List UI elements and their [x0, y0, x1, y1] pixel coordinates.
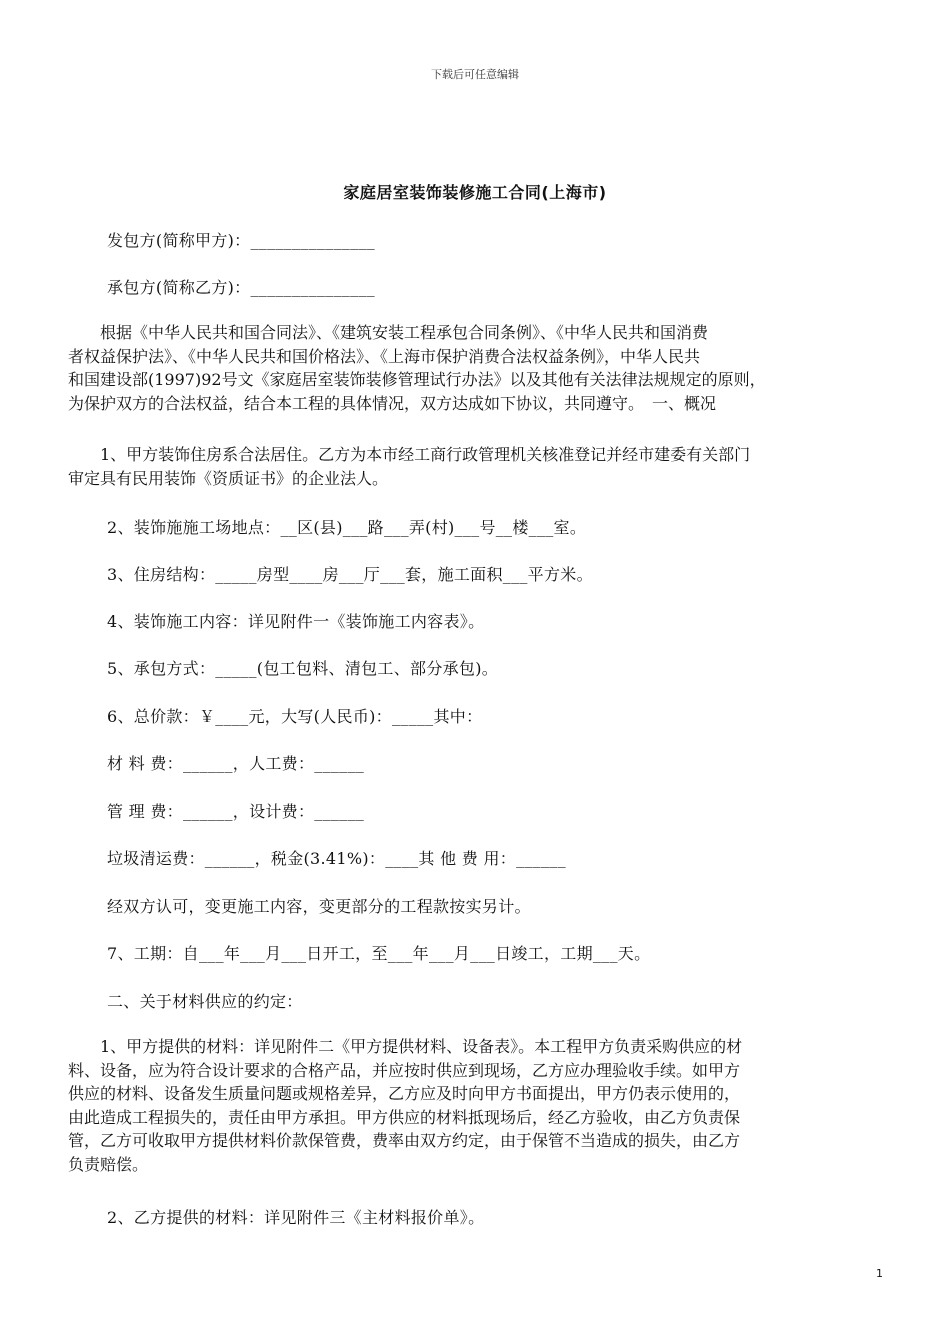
change-note: 经双方认可，变更施工内容，变更部分的工程款按实另计。 [107, 897, 531, 916]
party-b-line: 承包方(简称乙方)：_______________ [107, 278, 375, 297]
clause-2-1: 1、甲方提供的材料：详见附件二《甲方提供材料、设备表》。本工程甲方负责采购供应的材 料、设备，应为符合设计要求的合格产品，并应按时供应到现场，乙方应办理验收手续。如甲方 供应的材料、设备发生质量问题或规格差异，乙方应及时向甲方书面提出，甲方仍表示使用的， 由此造成工程损失的，责任由甲方承担。甲方供应的材料抵现场后，经乙方验收，由乙方负责保 管，乙方可收取甲方提供材料价款保管费，费率由双方约定，由于保管不当造成的损失，由乙方 负责赔偿。 [68, 1037, 743, 1174]
header-note: 下载后可任意编辑 [431, 68, 519, 81]
fee-management-line: 管 理 费：______，设计费：______ [107, 802, 365, 821]
fee-garbage-line: 垃圾清运费：______，税金(3.41%)：____其 他 费 用：______ [107, 849, 566, 868]
clause-1-3: 3、住房结构：_____房型____房___厅___套，施工面积___平方米。 [107, 565, 593, 584]
clause-2-2: 2、乙方提供的材料：详见附件三《主材料报价单》。 [107, 1208, 485, 1227]
page-number: 1 [876, 1267, 883, 1280]
section-2-heading: 二、关于材料供应的约定： [107, 992, 303, 1011]
fee-material-line: 材 料 费：______，人工费：______ [107, 754, 365, 773]
clause-1-6: 6、总价款：￥____元，大写(人民币)：_____其中： [107, 707, 483, 726]
clause-1-5: 5、承包方式：_____(包工包料、清包工、部分承包)。 [107, 659, 499, 678]
clause-1-7: 7、工期：自___年___月___日开工，至___年___月___日竣工，工期___天。 [107, 944, 651, 963]
clause-1-4: 4、装饰施工内容：详见附件一《装饰施工内容表》。 [107, 612, 485, 631]
document-title: 家庭居室装饰装修施工合同(上海市) [343, 183, 607, 202]
clause-1-1: 1、甲方装饰住房系合法居住。乙方为本市经工商行政管理机关核准登记并经市建委有关部门 审定具有民用装饰《资质证书》的企业法人。 [68, 445, 751, 488]
preamble-paragraph: 根据《中华人民共和国合同法》、《建筑安装工程承包合同条例》、《中华人民共和国消费 者权益保护法》、《中华人民共和国价格法》、《上海市保护消费合法权益条例》，中华人民共 和国建设部(1997)92号文《家庭居室装饰装修管理试行办法》以及其他有关法律法规规定的原则， 为保护双方的合法权益，结合本工程的具体情况，双方达成如下协议，共同遵守。 一、概况 [68, 323, 766, 413]
clause-1-2: 2、装饰施施工场地点：__区(县)___路___弄(村)___号__楼___室。 [107, 518, 587, 537]
party-a-line: 发包方(简称甲方)：_______________ [107, 231, 375, 250]
